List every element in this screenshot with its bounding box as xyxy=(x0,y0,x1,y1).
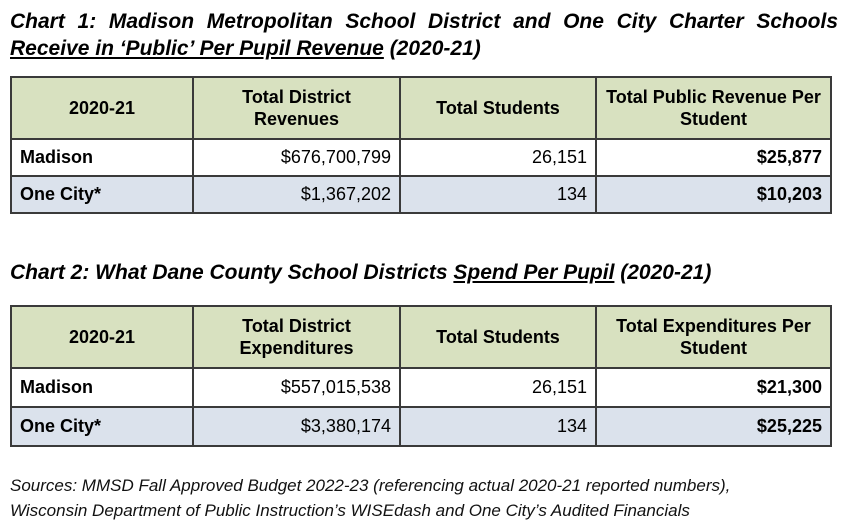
onecity-total-students: 134 xyxy=(400,407,596,446)
chart2-header-total-students: Total Students xyxy=(400,306,596,368)
chart2-header-year: 2020-21 xyxy=(11,306,193,368)
chart2-table xyxy=(10,305,832,447)
chart1-title xyxy=(10,8,838,62)
chart2-header-row xyxy=(11,306,831,368)
onecity-revenue-per-student: $10,203 xyxy=(596,176,831,213)
chart2-title-underlined-text: Spend Per Pupil xyxy=(453,261,615,284)
chart2-title xyxy=(10,259,838,286)
chart1-row-madison xyxy=(11,139,831,176)
row-label-madison: Madison xyxy=(11,139,193,176)
chart2-title-year: (2020-21) xyxy=(614,261,712,284)
madison-expenditures-per-student: $21,300 xyxy=(596,368,831,407)
onecity-expenditures-per-student: $25,225 xyxy=(596,407,831,446)
madison-total-expenditures: $557,015,538 xyxy=(193,368,400,407)
row-label-onecity: One City* xyxy=(11,407,193,446)
chart1-header-total-students: Total Students xyxy=(400,77,596,139)
chart1-table xyxy=(10,76,832,214)
madison-total-students: 26,151 xyxy=(400,368,596,407)
chart2-row-madison xyxy=(11,368,831,407)
onecity-total-students: 134 xyxy=(400,176,596,213)
chart1-header-total-revenues: Total District Revenues xyxy=(193,77,400,139)
chart1-title-line1: Chart 1: Madison Metropolitan School District and One City Charter Schools xyxy=(10,10,838,33)
onecity-total-revenues: $1,367,202 xyxy=(193,176,400,213)
chart1-header-revenue-per-student: Total Public Revenue Per Student xyxy=(596,77,831,139)
chart1-title-underlined-text: Receive in ‘Public’ Per Pupil Revenue xyxy=(10,37,384,60)
row-label-madison: Madison xyxy=(11,368,193,407)
chart1-row-onecity xyxy=(11,176,831,213)
chart1-title-year: (2020-21) xyxy=(383,37,481,60)
row-label-onecity: One City* xyxy=(11,176,193,213)
chart2-row-onecity xyxy=(11,407,831,446)
madison-revenue-per-student: $25,877 xyxy=(596,139,831,176)
chart1-header-row xyxy=(11,77,831,139)
chart2-header-expenditures-per-student: Total Expenditures Per Student xyxy=(596,306,831,368)
sources-line-2: Wisconsin Department of Public Instruction’s WISEdash and One City’s Audited Financials xyxy=(10,501,690,520)
chart1-header-year: 2020-21 xyxy=(11,77,193,139)
onecity-total-expenditures: $3,380,174 xyxy=(193,407,400,446)
madison-total-revenues: $676,700,799 xyxy=(193,139,400,176)
chart1-title-line2 xyxy=(10,35,838,62)
sources-text xyxy=(10,473,838,523)
madison-total-students: 26,151 xyxy=(400,139,596,176)
sources-line-1: Sources: MMSD Fall Approved Budget 2022-23 (referencing actual 2020-21 reported numbers), xyxy=(10,476,731,495)
chart2-header-total-expenditures: Total District Expenditures xyxy=(193,306,400,368)
chart2-title-prefix: Chart 2: What Dane County School Districts xyxy=(10,261,454,284)
